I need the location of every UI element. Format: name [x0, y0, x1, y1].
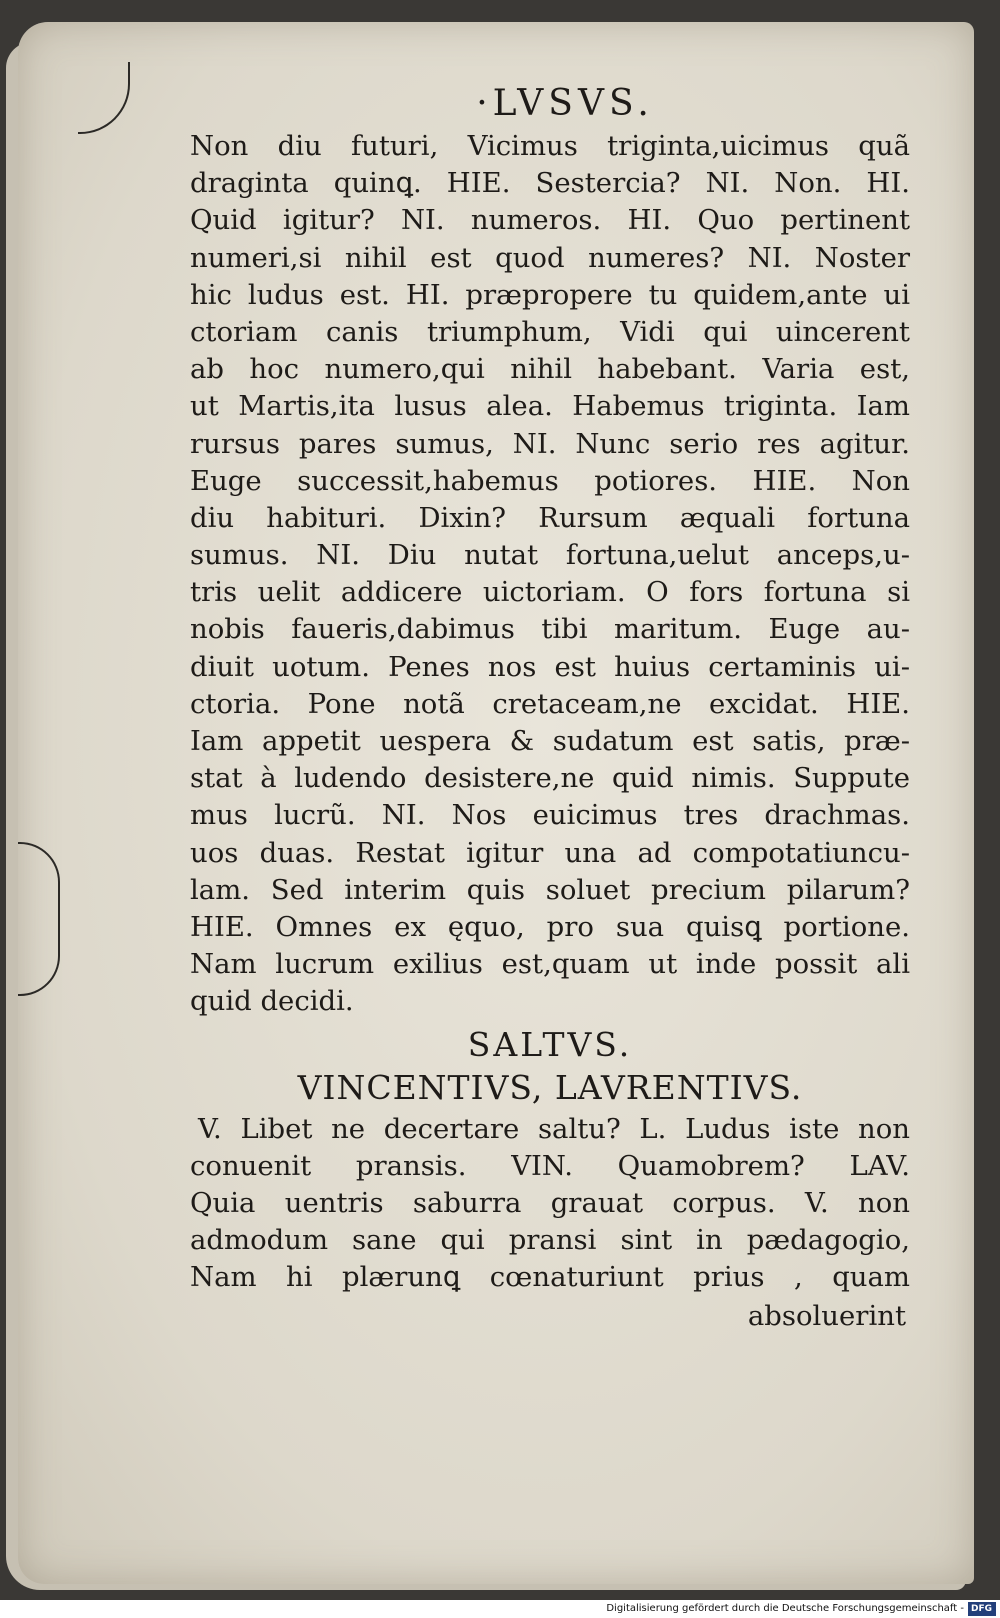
text-line: Iam appetit uespera & sudatum est satis, præ- [190, 725, 910, 757]
footer-credit [0, 1600, 1000, 1618]
text-line: Euge successit,habemus potiores. HIE. Non [190, 464, 910, 497]
text-line: HIE. Omnes ex ęquo, pro sua quisꝗ portione. [190, 910, 910, 943]
running-head: ·LVSVS. [476, 83, 654, 124]
catchword: absoluerint [747, 1300, 906, 1333]
text-line: Quia uentris saburra grauat corpus. V. non [190, 1186, 910, 1219]
text-line: diuit uotum. Penes nos est huius certaminis ui- [190, 650, 910, 683]
page-edge-curl [18, 842, 60, 996]
text-line: diu habituri. Dixin? Rursum æquali fortuna [190, 501, 910, 534]
dialogue-body [190, 128, 910, 1021]
text-block [190, 80, 910, 1336]
text-line: Nam hi plærunꝗ cœnaturiunt prius , quam [190, 1261, 910, 1294]
text-line: quid decidi. [190, 985, 354, 1018]
dfg-logo: DFG [968, 1602, 996, 1616]
text-line: rursus pares sumus, NI. Nunc serio res agitur. [190, 427, 910, 460]
section-title: SALTVS. [467, 1024, 633, 1064]
text-line: draginta quinꝗ. HIE. Sestercia? NI. Non. HI. [190, 167, 910, 200]
text-line: ab hoc numero,qui nihil habebant. Varia est, [190, 353, 910, 386]
text-line: hic ludus est. HI. præpropere tu quidem,ante ui [190, 278, 910, 311]
text-line: ctoriam canis triumphum, Vidi qui uincerent [190, 315, 910, 348]
text-line: nobis faueris,dabimus tibi maritum. Euge au- [190, 613, 910, 646]
text-line: Quid igitur? NI. numeros. HI. Quo pertinent [190, 204, 910, 237]
text-line: V. Libet ne decertare saltu? L. Ludus iste non [198, 1112, 910, 1145]
text-line: admodum sane qui pransi sint in pædagogio, [190, 1224, 910, 1257]
text-line: stat à ludendo desistere,ne quid nimis. Suppute [190, 762, 910, 795]
text-line: uos duas. Restat igitur una ad compotatiuncu- [190, 836, 910, 869]
text-line: mus lucrũ. NI. Nos euicimus tres drachmas. [190, 799, 910, 832]
text-line: tris uelit addicere uictoriam. O fors fortuna si [190, 576, 910, 609]
text-line: lam. Sed interim quis soluet precium pilarum? [190, 873, 910, 906]
text-line: Nam lucrum exilius est,quam ut inde possit ali [190, 948, 910, 981]
page-corner-curl [78, 62, 130, 134]
text-line: conuenit pransis. VIN. Quamobrem? LAV. [190, 1149, 910, 1182]
footer-text: Digitalisierung gefördert durch die Deutsche Forschungsgemeinschaft - [606, 1603, 964, 1614]
section-speakers: VINCENTIVS, LAVRENTIVS. [297, 1067, 803, 1107]
section-body [190, 1111, 910, 1297]
text-line: Non diu futuri, Vicimus triginta,uicimus quã [190, 130, 910, 162]
text-line: ut Martis,ita lusus alea. Habemus triginta. Iam [190, 390, 910, 423]
text-line: numeri,si nihil est quod numeres? NI. Noster [190, 241, 910, 274]
text-line: sumus. NI. Diu nutat fortuna,uelut anceps,u- [190, 539, 910, 572]
text-line: ctoria. Pone notã cretaceam,ne excidat. HIE. [190, 687, 910, 720]
